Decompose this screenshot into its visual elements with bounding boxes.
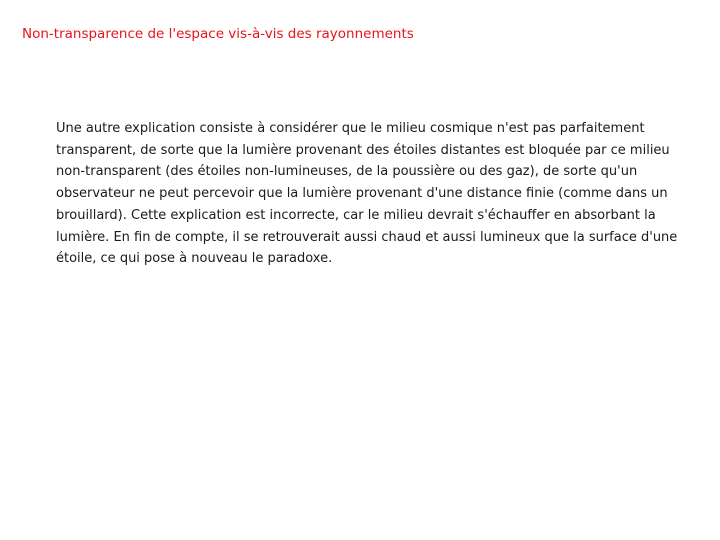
slide-body-paragraph: Une autre explication consiste à considérer que le milieu cosmique n'est pas parfaitement transparent, de sorte que la lumière provenant des étoiles distantes est bloquée par ce milieu non-transparent (des étoiles non-lumineuses, de la poussière ou des gaz), de sorte qu'un observateur ne peut percevoir que la lumière provenant d'une distance finie (comme dans un brouillard). Cette explication est incorrecte, car le milieu devrait s'échauffer en absorbant la lumière. En fin de compte, il se retrouverait aussi chaud et aussi lumineux que la surface d'une étoile, ce qui pose à nouveau le paradoxe. bbox=[56, 121, 678, 267]
slide-title: Non-transparence de l'espace vis-à-vis des rayonnements bbox=[22, 26, 414, 42]
